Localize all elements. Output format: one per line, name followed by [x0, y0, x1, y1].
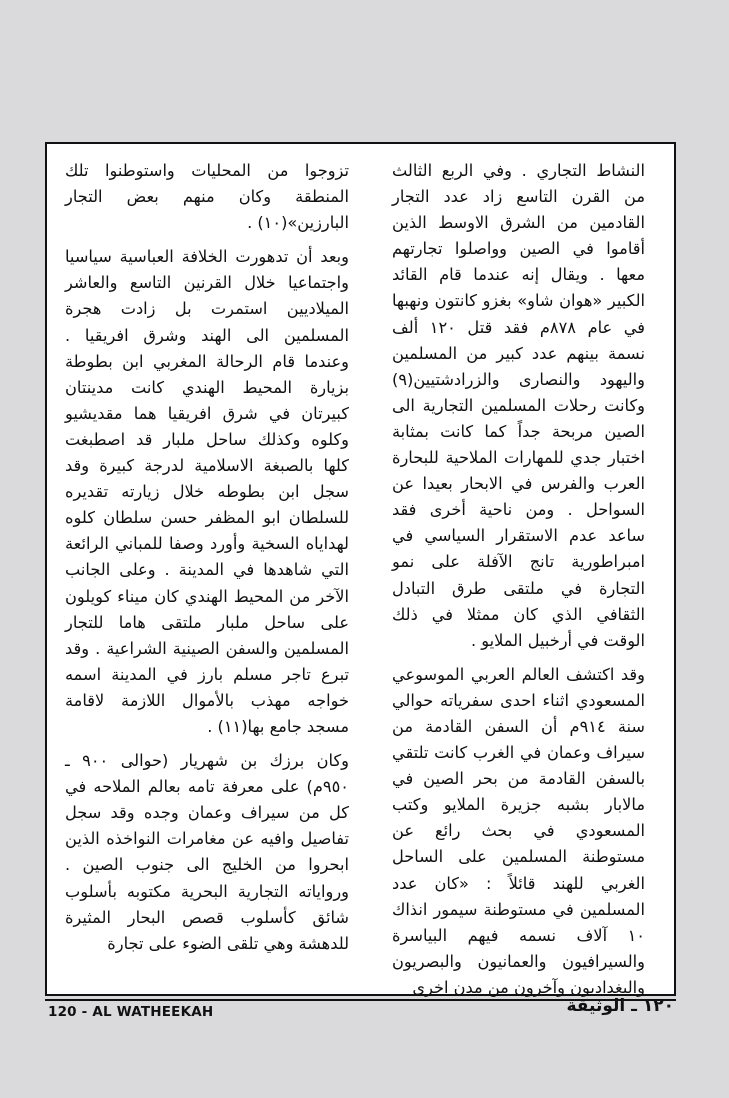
paragraph: تزوجوا من المحليات واستوطنوا تلك المنطقة وكان منهم بعض التجار البارزين»(١٠) .	[65, 161, 349, 233]
left-text-column	[65, 158, 349, 965]
paragraph: النشاط التجاري . وفي الربع الثالث من القرن التاسع زاد عدد التجار القادمين من الشرق الاوسط الذين أقاموا في الصين وواصلوا تجارتهم معها . ويقال إنه عندما قام القائد الكبير «هوان شاو» بغزو كانتون ونهبها في عام ٨٧٨م فقد قتل ١٢٠ ألف نسمة بينهم عدد كبير من المسلمين واليهود والنصارى والزرادشتيين(٩) وكانت رحلات المسلمين التجارية الى الصين مربحة جداً كما كانت بمثابة اختبار جدي للمهارات الملاحية للبحارة العرب والفرس في الابحار بعيدا عن السواحل . ومن ناحية أخرى فقد ساعد عدم الاستقرار السياسي في امبراطورية تانج الآفلة على نمو التجارة في ملتقى طرق التبادل الثقافي الذي كان ممثلا في ذلك الوقت في أرخبيل الملايو .	[392, 161, 645, 650]
paragraph: وبعد أن تدهورت الخلافة العباسية سياسيا واجتماعيا خلال القرنين التاسع والعاشر الميلاديين استمرت بل زادت هجرة المسلمين الى الهند وشرق افريقيا . وعندما قام الرحالة المغربي ابن بطوطة بزيارة المحيط الهندي كانت مدينتان كبيرتان في شرق افريقيا هما مقديشيو وكلوه وكذلك ساحل ملبار قد اصطبغت كلها بالصبغة الاسلامية لدرجة كبيرة وقد سجل ابن بطوطه خلال زيارته تقديره للسلطان ابو المظفر حسن سلطان كلوه لهداياه السخية وأورد وصفا للمباني الرائعة التي شاهدها في المدينة . وعلى الجانب الآخر من المحيط الهندي كان ميناء كويلون على ساحل ملبار ملتقى هاما للتجار المسلمين والسفن الصينية الشراعية . وقد تبرع تاجر مسلم بارز في المدينة اسمه خواجه مهذب بالأموال اللازمة لاقامة مسجد جامع بها(١١) .	[65, 247, 349, 736]
paragraph: وكان برزك بن شهريار (حوالى ٩٠٠ ـ ٩٥٠م) على معرفة تامه بعالم الملاحه في كل من سيراف وعمان وجده وقد سجل تفاصيل وافيه عن مغامرات النواخذه الذين ابحروا من الخليج الى جنوب الصين . ورواياته التجارية البحرية مكتوبه بأسلوب شائق كأسلوب قصص البحار المثيرة للدهشة وهي تلقى الضوء على تجارة	[65, 751, 349, 953]
footer-page-label-latin: 120 - AL WATHEEKAH	[48, 1004, 214, 1020]
footer-page-label-arabic: ١٢٠ ـ الوثيقة	[566, 996, 674, 1016]
right-text-column	[392, 158, 645, 1009]
paragraph: وقد اكتشف العالم العربي الموسوعي المسعودي اثناء احدى سفرياته حوالي سنة ٩١٤م أن السفن القادمة من سيراف وعمان في الغرب كانت تلتقي بالسفن القادمة من بحر الصين في مالابار بشبه جزيرة الملايو وكتب المسعودي في بحث رائع عن مستوطنة المسلمين على الساحل الغربي للهند قائلاً : «كان عدد المسلمين في مستوطنة سيمور انذاك ١٠ آلاف نسمه فيهم البياسرة والسيرافيون والعمانيون والبصريون والبغداديون وآخرون من مدن اخرى	[392, 664, 645, 997]
article-frame	[45, 142, 676, 996]
